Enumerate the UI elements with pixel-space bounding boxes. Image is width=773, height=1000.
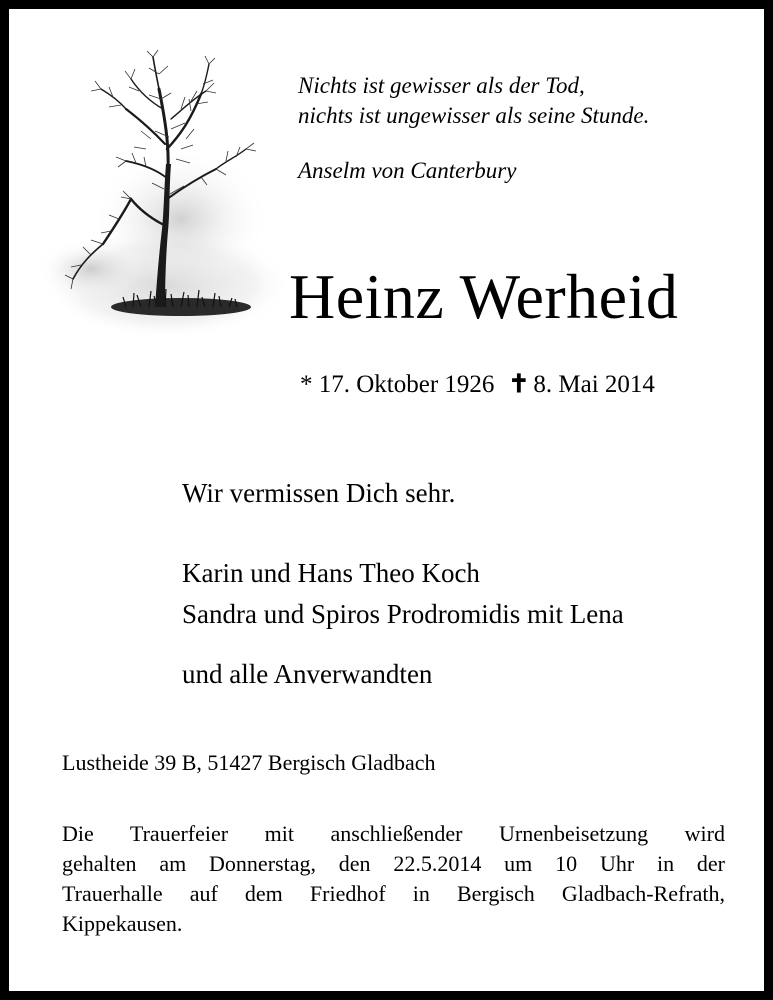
death-date: 8. Mai 2014: [533, 371, 655, 398]
funeral-service-info: [62, 819, 725, 939]
quote-line: nichts ist ungewisser als seine Stunde.: [298, 103, 650, 128]
service-line: Die Trauerfeier mit anschließender Urnenbeisetzung wird: [62, 821, 725, 846]
life-dates: [300, 368, 655, 402]
quote-line: Nichts ist gewisser als der Tod,: [298, 73, 585, 98]
cross-symbol: ✝: [508, 371, 530, 398]
mourner-line: Sandra und Spiros Prodromidis mit Lena: [182, 599, 624, 629]
quote-author: Anselm von Canterbury: [298, 158, 517, 183]
mourner-line: und alle Anverwandten: [182, 659, 433, 689]
deceased-name: Heinz Werheid: [289, 261, 679, 332]
farewell-message: Wir vermissen Dich sehr.: [182, 478, 456, 508]
tree-illustration: [31, 49, 291, 349]
birth-date: * 17. Oktober 1926: [300, 371, 495, 398]
service-line: Kippekausen.: [62, 911, 183, 936]
service-line: gehalten am Donnerstag, den 22.5.2014 um 10 Uhr in der: [62, 851, 725, 876]
family-address: Lustheide 39 B, 51427 Bergisch Gladbach: [62, 750, 436, 775]
mourner-line: Karin und Hans Theo Koch: [182, 558, 480, 588]
service-line: Trauerhalle auf dem Friedhof in Bergisch Gladbach-Refrath,: [62, 881, 725, 906]
